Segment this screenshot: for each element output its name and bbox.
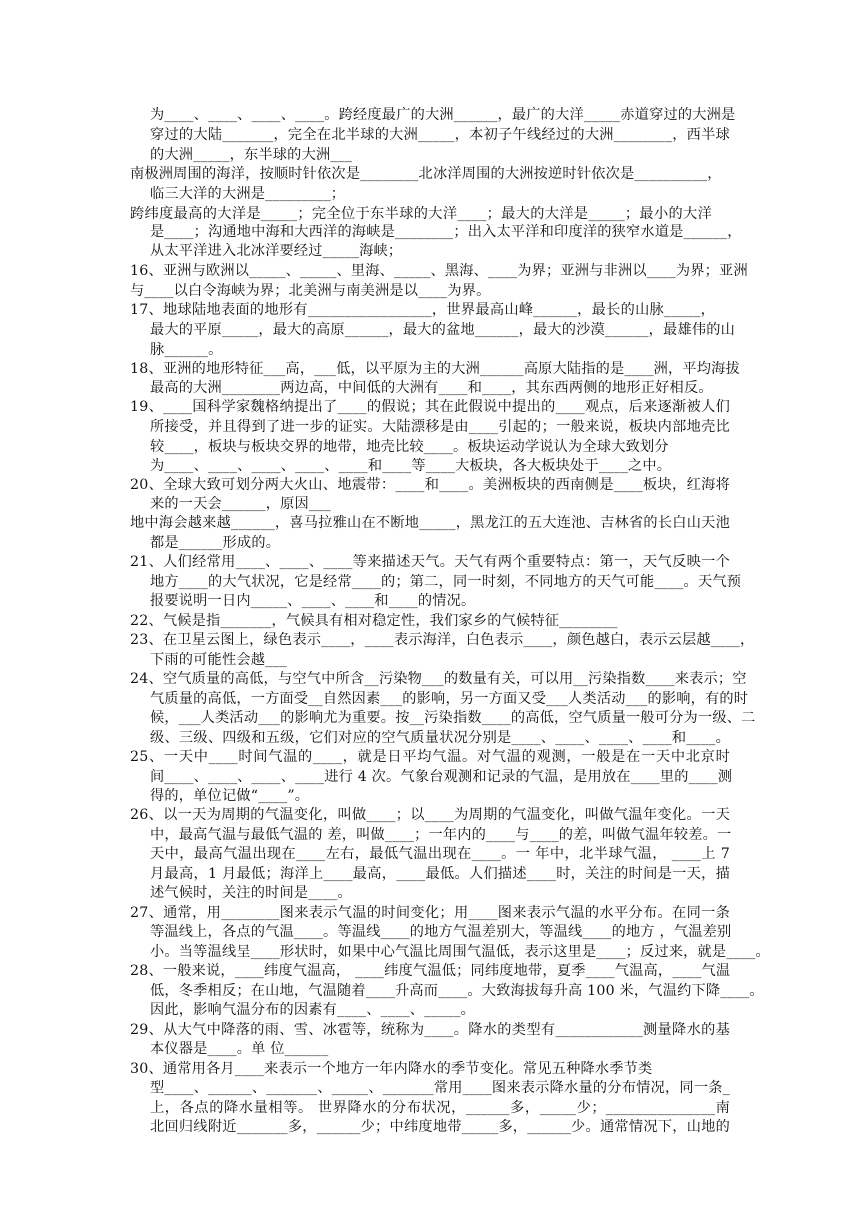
text-line: 穿过的大陆_______，完全在北半球的大洲_____，本初子午线经过的大洲________，西半球 — [150, 127, 730, 143]
text-line: 21、人们经常用____、____、____等来描述天气。天气有两个重要特点：第一，天气反映一个 — [130, 554, 730, 570]
text-line: 30、通常用各月____来表示一个地方一年内降水的季节变化。常见五种降水季节类 — [130, 1061, 653, 1077]
text-line: 等温线上，各点的气温____。等温线____的地方气温差别大，等温线____的地方 ，气温差别 — [150, 924, 732, 940]
text-line: 来的一天会______，原因___ — [150, 496, 331, 512]
text-line: 地中海会越来越______，喜马拉雅山在不断地_____，黑龙江的五大连池、吉林省的长白山天池 — [130, 515, 730, 531]
text-line: 29、从大气中降落的雨、雪、冰雹等，统称为____。降水的类型有____________测量降水的基 — [130, 1022, 730, 1038]
text-line: 为____、____、____、____。跨经度最广的大洲______，最广的大洋_____赤道穿过的大洲是 — [150, 107, 736, 123]
text-line: 19、____国科学家魏格纳提出了____的假说；其在此假说中提出的____观点，后来逐渐被人们 — [130, 399, 730, 415]
text-line: 中，最高气温与最低气温的 差，叫做____；一年内的____与____的差，叫做气温年较差。一 — [150, 827, 732, 843]
text-line: 是____；沟通地中海和大西洋的海峡是________；出入太平洋和印度洋的狭窄水道是______， — [150, 224, 742, 240]
text-line: 低，冬季相反；在山地，气温随着____升高而____。大致海拔每升高 100 米，气温约下降____。 — [150, 983, 764, 999]
text-line: 脉______。 — [150, 342, 223, 358]
text-line: 本仪器是____。单 位______ — [150, 1041, 329, 1057]
text-line: 24、空气质量的高低，与空气中所含__污染物___的数量有关，可以用__污染指数____来表示；空 — [130, 671, 747, 687]
text-line: 月最高，1 月最低；海洋上____最高，____最低。人们描述____时，关注的时间是一天，描 — [150, 866, 730, 882]
text-line: 得的，单位记做“____”。 — [150, 788, 310, 804]
text-line: 型____、______、_______、_____、_______常用____图来表示降水量的分布情况，同一条_ — [150, 1080, 730, 1096]
text-line: 下雨的可能性会越___ — [150, 652, 287, 668]
text-line: 述气候时，关注的时间是____。 — [150, 885, 352, 901]
text-line: 17、地球陆地表面的地形有_________________，世界最高山峰______，最长的山脉_____， — [130, 302, 715, 318]
text-line: 小。当等温线呈____形状时，如果中心气温比周围气温低，表示这里是____；反过来，就是____。 — [150, 944, 770, 960]
text-line: 地方____的大气状况，它是经常____的；第二，同一时刻，不同地方的天气可能____。天气预 — [150, 574, 742, 590]
text-line: 的大洲_____，东半球的大洲___ — [150, 147, 353, 163]
text-line: 从太平洋进入北冰洋要经过_____海峡； — [150, 243, 403, 259]
text-line: 较____，板块与板块交界的地带，地壳比较____。板块运动学说认为全球大致划分 — [150, 439, 669, 455]
text-line: 跨纬度最高的大洋是_____；完全位于东半球的大洋____；最大的大洋是_____；最小的大洋 — [130, 206, 712, 222]
text-line: 20、全球大致可划分两大火山、地震带：____和____。美洲板块的西南侧是____板块，红海将 — [130, 477, 730, 493]
text-line: 18、亚洲的地形特征___高，___低，以平原为主的大洲______高原大陆指的是____洲，平均海拔 — [130, 361, 740, 377]
text-line: 23、在卫星云图上，绿色表示____，____表示海洋，白色表示____，颜色越白，表示云层越____， — [130, 632, 755, 648]
text-line: 22、气候是指_______，气候具有相对稳定性，我们家乡的气候特征________ — [130, 613, 618, 629]
text-line: 临三大洋的大洲是_________； — [150, 186, 346, 202]
text-line: 候，___人类活动___的影响尤为重要。按__污染指数____的高低，空气质量一般可分为一级、二 — [150, 710, 756, 726]
text-line: 级、三级、四级和五级，它们对应的空气质量状况分别是____、____、____、____和____。 — [150, 730, 730, 746]
text-line: 与____以白令海峡为界；北美洲与南美洲是以____为界。 — [130, 283, 491, 299]
text-line: 北回归线附近_______多，______少；中纬度地带_____多，______少。通常情况下，山地的 — [150, 1119, 730, 1135]
text-line: 都是______形成的。 — [150, 535, 281, 551]
text-line: 25、一天中____时间气温的____，就是日平均气温。对气温的观测，一般是在一天中北京时 — [130, 749, 730, 765]
text-line: 因此，影响气温分布的因素有____、____、_____。 — [150, 1002, 476, 1018]
text-line: 间____、____、____、____进行 4 次。气象台观测和记录的气温，是用放在____里的____测 — [150, 769, 733, 785]
text-line: 报要说明一日内_____、____、____和____的情况。 — [150, 593, 476, 609]
text-line: 为____、____、____、____、____和____等____大板块，各大板块处于____之中。 — [150, 458, 672, 474]
text-line: 最大的平原_____，最大的高原______，最大的盆地______，最大的沙漠______，最雄伟的山 — [150, 322, 735, 338]
text-line: 所接受，并且得到了进一步的证实。大陆漂移是由____引起的；一般来说，板块内部地壳比 — [150, 419, 730, 435]
text-line: 27、通常，用________图来表示气温的时间变化；用____图来表示气温的水平分布。在同一条 — [130, 905, 730, 921]
text-line: 28、一般来说，____纬度气温高， ____纬度气温低；同纬度地带，夏季____气温高，____气温 — [130, 963, 731, 979]
text-line: 26、以一天为周期的气温变化，叫做____；以____为周期的气温变化，叫做气温年变化。一天 — [130, 807, 730, 823]
text-line: 上，各点的降水量相等。 世界降水的分布状况，______多，_____少；_______________南 — [150, 1100, 730, 1116]
text-line: 气质量的高低，一方面受__自然因素___的影响，另一方面又受___人类活动___的影响，有的时 — [150, 691, 749, 707]
text-line: 南极洲周围的海洋，按顺时针依次是________北冰洋周围的大洲按逆时针依次是__________， — [130, 166, 722, 182]
text-line: 天中，最高气温出现在____左右，最低气温出现在____。一 年中，北半球气温， ____上 7 — [150, 846, 730, 862]
text-line: 16、亚洲与欧洲以_____、_____、里海、_____、黑海、____为界；亚洲与非洲以____为界；亚洲 — [130, 263, 748, 279]
text-line: 最高的大洲________两边高，中间低的大洲有____和____，其东西两侧的地形正好相反。 — [150, 380, 713, 396]
